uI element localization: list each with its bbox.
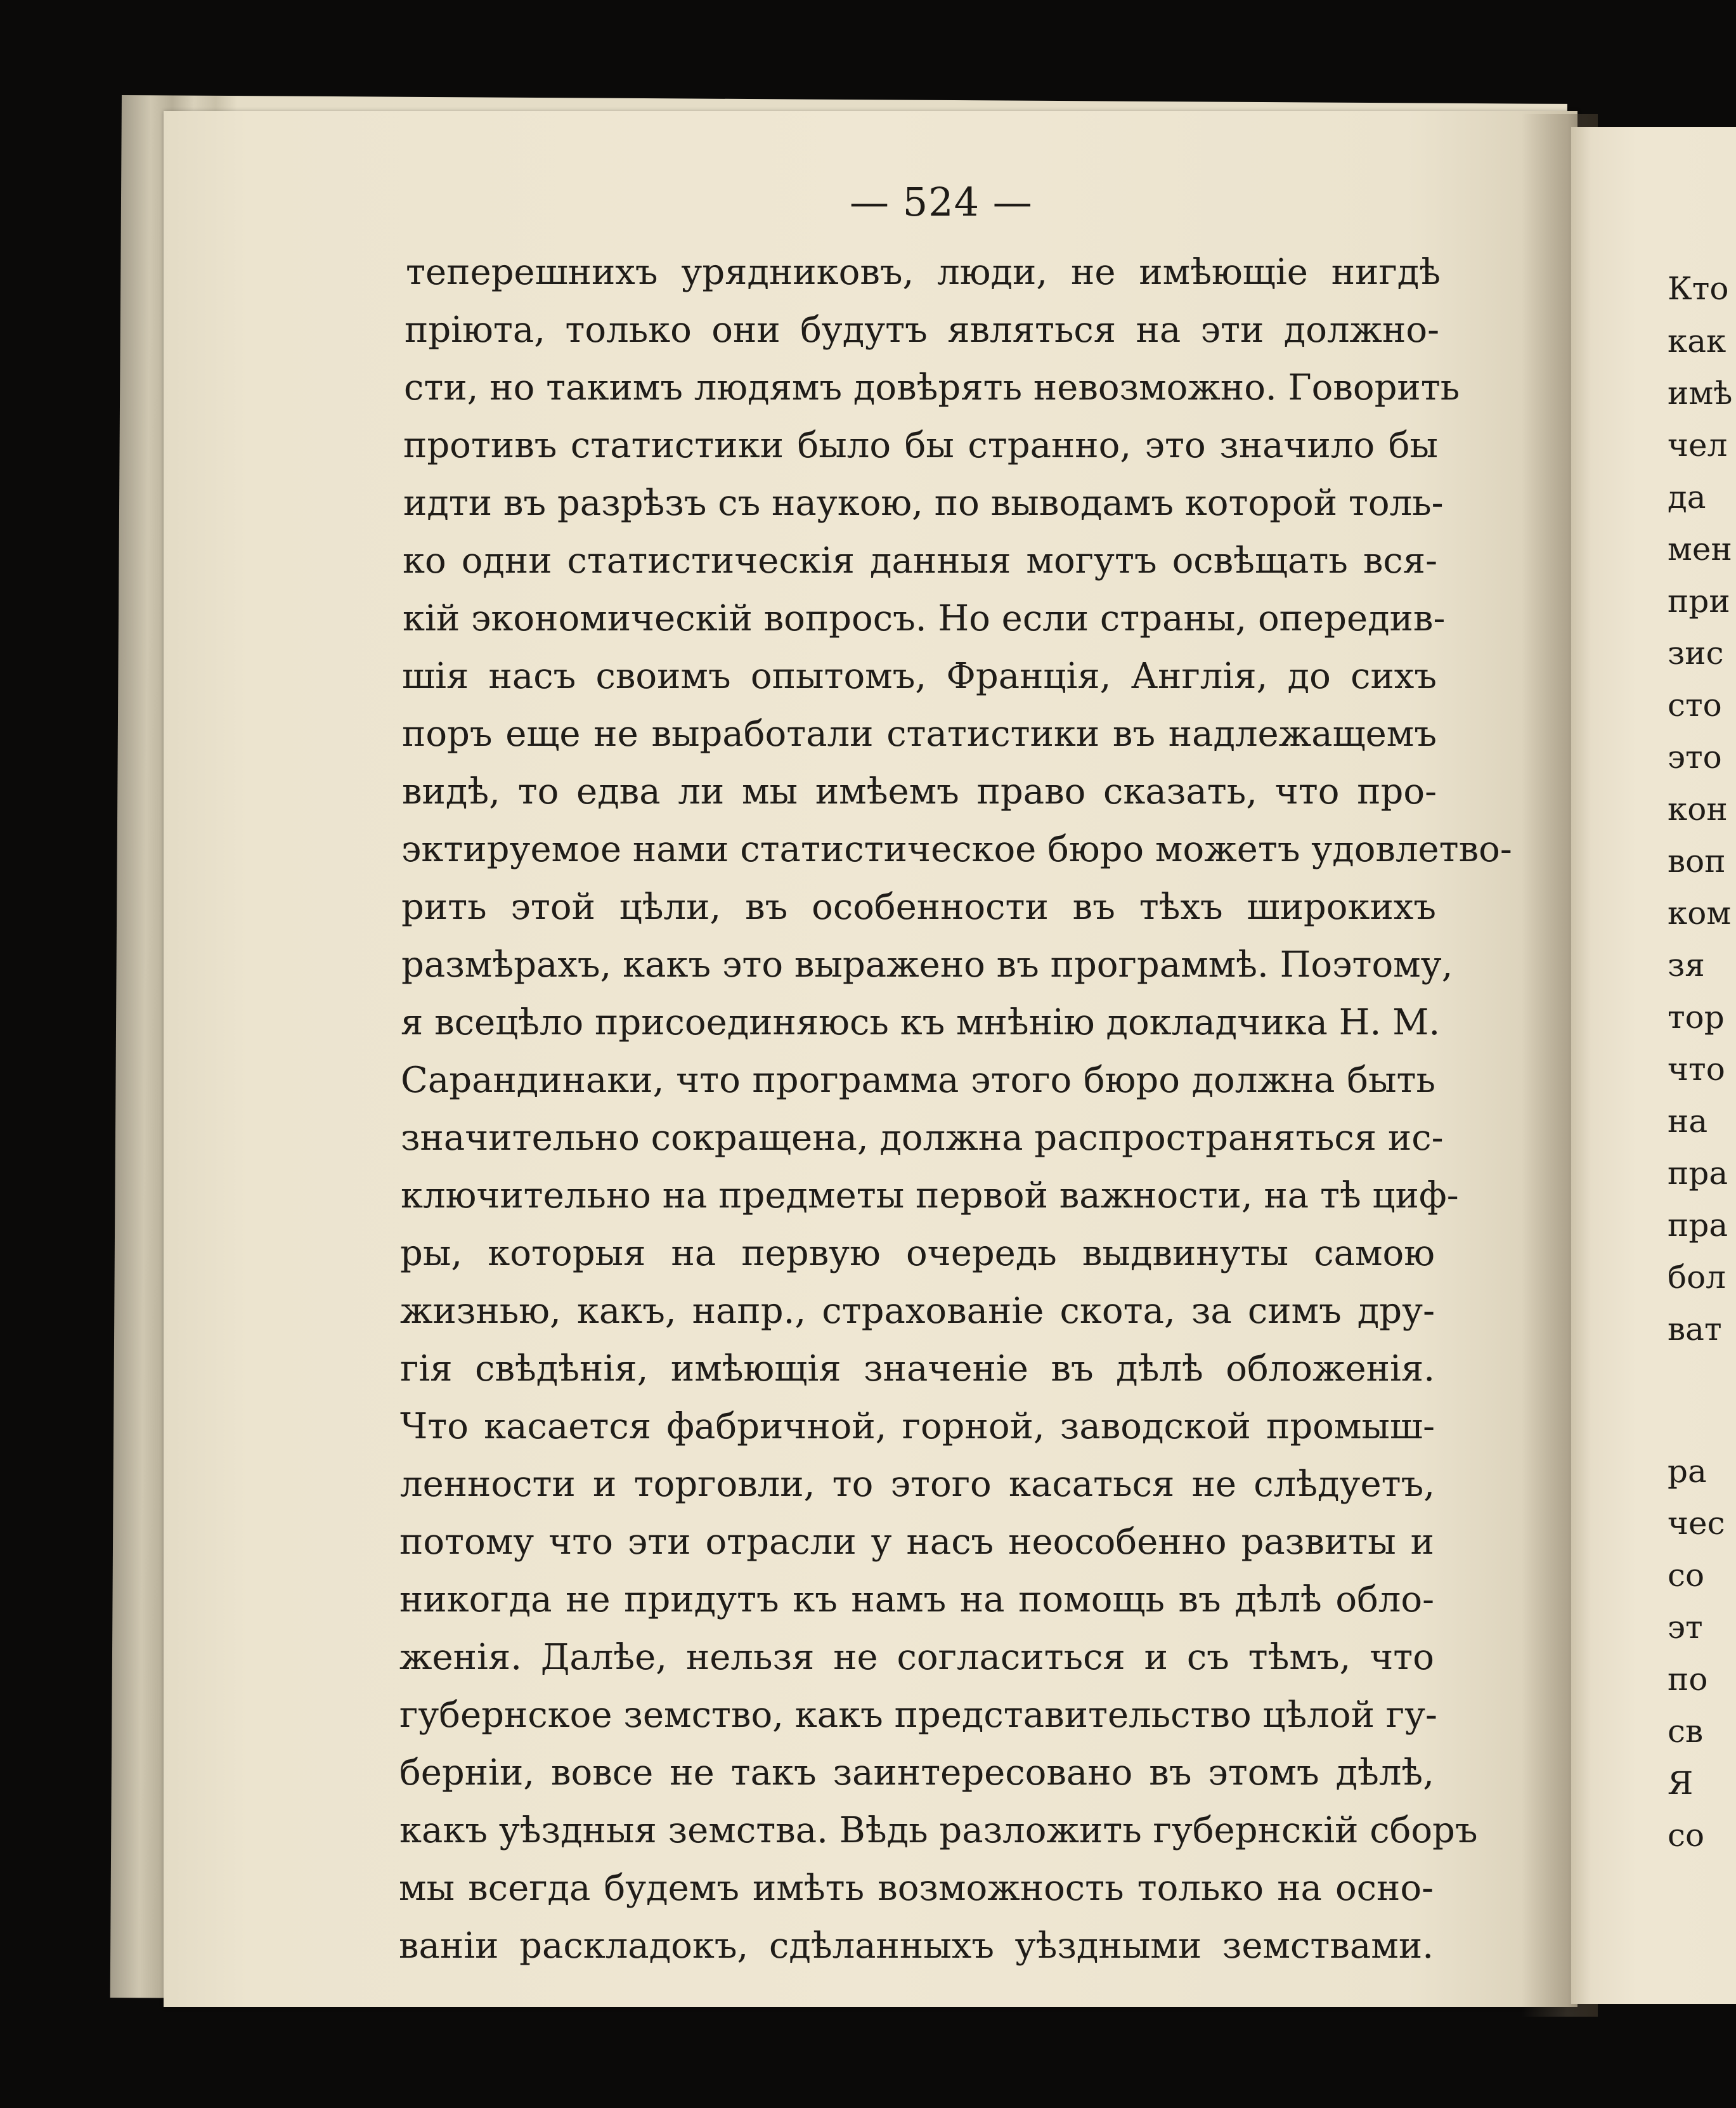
text-line: пріюта, только они будутъ являться на эти должно- [405,309,1439,351]
text-line: берніи, вовсе не такъ заинтересовано въ этомъ дѣлѣ, [399,1752,1434,1793]
facing-page-line: пра [1668,1155,1728,1192]
text-line: потому что эти отрасли у насъ неособенно развиты и [399,1521,1434,1563]
text-line: жизнью, какъ, напр., страхованіе скота, за симъ дру- [400,1291,1435,1332]
text-line: ленности и торговли, то этого касаться не слѣдуетъ, [400,1464,1435,1505]
text-line: кій экономическій вопросъ. Но если страны, опередив- [403,598,1446,639]
facing-page-line: мен [1668,531,1732,568]
facing-page-line: что [1668,1051,1725,1088]
facing-page-line: тор [1668,999,1725,1036]
text-line: размѣрахъ, какъ это выражено въ программѣ. Поэтому, [401,944,1453,986]
facing-page-line: по [1668,1661,1708,1698]
text-line: мы всегда будемъ имѣть возможность только на осно- [399,1868,1434,1909]
text-line: женія. Далѣе, нельзя не согласиться и съ тѣмъ, что [399,1637,1434,1678]
text-line: ключительно на предметы первой важности, на тѣ циф- [401,1175,1459,1216]
facing-page-line: ра [1668,1453,1707,1490]
text-line: поръ еще не выработали статистики въ надлежащемъ [402,713,1437,755]
text-line: никогда не придутъ къ намъ на помощь въ дѣлѣ обло- [399,1579,1434,1620]
facing-page-line: имѣ [1668,375,1733,412]
facing-page-line: да [1668,479,1706,516]
facing-page-line: Я [1668,1765,1694,1802]
text-line: губернское земство, какъ представительство цѣлой гу- [399,1695,1437,1736]
page-number: — 524 — [850,179,1033,225]
text-line: рить этой цѣли, въ особенности въ тѣхъ широкихъ [401,887,1436,928]
text-line: ко одни статистическія данныя могутъ освѣщать вся- [403,540,1437,582]
facing-page-line: зя [1668,947,1705,984]
text-line: какъ уѣздныя земства. Вѣдь разложить губернскій сборъ [399,1810,1478,1851]
facing-page-line: это [1668,739,1722,776]
facing-page-line: воп [1668,843,1726,880]
text-line: я всецѣло присоединяюсь къ мнѣнію докладчика Н. М. [401,1002,1441,1043]
facing-page-line: как [1668,323,1726,360]
text-line: гія свѣдѣнія, имѣющія значеніе въ дѣлѣ обложенія. [400,1348,1435,1389]
facing-page-line: кон [1668,791,1728,828]
facing-page-line: пра [1668,1207,1728,1244]
text-line: сти, но такимъ людямъ довѣрять невозможно. Говорить [404,367,1460,408]
text-line: противъ статистики было бы странно, это значило бы [403,425,1438,466]
facing-page-line: чел [1668,427,1728,464]
text-line: теперешнихъ урядниковъ, люди, не имѣющіе нигдѣ [406,252,1441,293]
facing-page-line: со [1668,1817,1705,1854]
facing-page-line: со [1668,1557,1705,1594]
facing-page-line: сто [1668,687,1722,724]
text-line: видѣ, то едва ли мы имѣемъ право сказать, что про- [402,771,1437,812]
text-line: Сарандинаки, что программа этого бюро должна быть [401,1060,1435,1101]
facing-page-line: при [1668,583,1730,620]
facing-page-line: Кто [1668,270,1729,307]
text-line: эктируемое нами статистическое бюро можетъ удовлетво- [401,829,1512,870]
facing-page-line: на [1668,1103,1708,1140]
facing-page-line: эт [1668,1609,1703,1646]
text-line: ры, которыя на первую очередь выдвинуты самою [400,1233,1435,1274]
facing-page-line: зис [1668,635,1724,672]
facing-page-line: чес [1668,1505,1725,1542]
text-line: шія насъ своимъ опытомъ, Франція, Англія, до сихъ [402,656,1437,697]
text-line: ваніи раскладокъ, сдѣланныхъ уѣздными земствами. [399,1925,1434,1967]
facing-page-line: ком [1668,895,1732,932]
facing-page-line: св [1668,1713,1704,1750]
text-line: Что касается фабричной, горной, заводской промыш- [400,1406,1435,1447]
facing-page-line: ват [1668,1311,1722,1348]
text-line: идти въ разрѣзъ съ наукою, по выводамъ которой толь- [403,483,1444,524]
text-line: значительно сокращена, должна распространяться ис- [401,1117,1444,1159]
facing-page-line: бол [1668,1259,1726,1296]
